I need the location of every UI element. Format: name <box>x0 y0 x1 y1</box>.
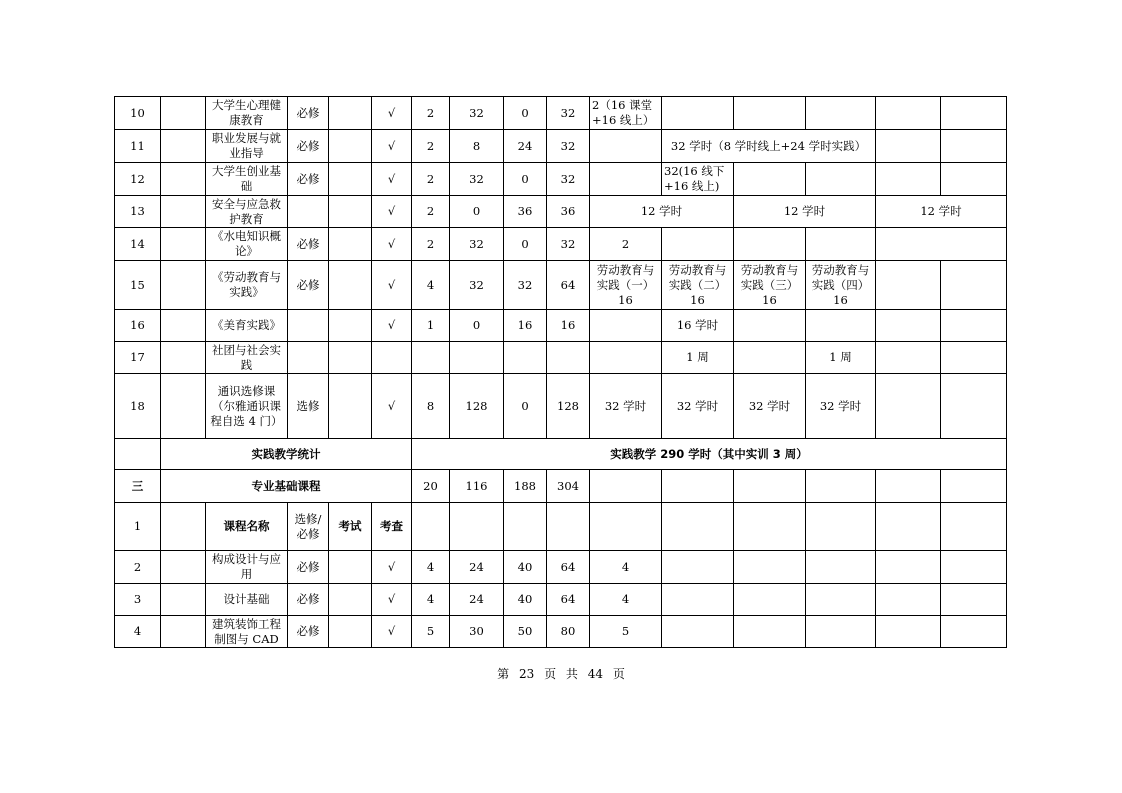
course-name: 《美育实践》 <box>206 310 288 342</box>
total-hours: 32 <box>547 130 590 163</box>
table-row <box>115 130 1007 163</box>
semester-2: 32(16 线下+16 线上) <box>662 163 734 196</box>
practice-hours: 40 <box>504 551 547 584</box>
section-title: 专业基础课程 <box>161 470 412 503</box>
course-name: 大学生创业基础 <box>206 163 288 196</box>
credit: 4 <box>412 261 450 310</box>
course-type <box>288 342 329 374</box>
check-mark: √ <box>372 551 412 584</box>
total-hours: 64 <box>547 551 590 584</box>
theory-hours: 32 <box>450 261 504 310</box>
practice-hours: 0 <box>504 374 547 439</box>
footer-prefix: 第 <box>497 667 510 681</box>
table-row <box>115 342 1007 374</box>
course-no: 4 <box>115 616 161 648</box>
semester-1: 2（16 课堂+16 线上） <box>590 97 662 130</box>
course-name: 建筑装饰工程制图与 CAD <box>206 616 288 648</box>
practice-stats-value: 实践教学 290 学时（其中实训 3 周） <box>412 439 1007 470</box>
theory-hours: 8 <box>450 130 504 163</box>
footer-suffix: 页 <box>612 667 625 681</box>
course-name: 构成设计与应用 <box>206 551 288 584</box>
header-check: 考查 <box>372 503 412 551</box>
theory-hours: 24 <box>450 584 504 616</box>
total-hours: 64 <box>547 261 590 310</box>
table-row <box>115 310 1007 342</box>
exam-mark <box>329 310 372 342</box>
course-type <box>288 196 329 228</box>
theory-hours <box>450 342 504 374</box>
course-no: 11 <box>115 130 161 163</box>
theory-hours: 128 <box>450 374 504 439</box>
course-name: 《劳动教育与实践》 <box>206 261 288 310</box>
practice-hours: 50 <box>504 616 547 648</box>
course-name: 职业发展与就业指导 <box>206 130 288 163</box>
check-mark: √ <box>372 163 412 196</box>
semester-2-4: 32 学时（8 学时线上+24 学时实践） <box>662 130 876 163</box>
total-hours: 64 <box>547 584 590 616</box>
column-header-row <box>115 503 1007 551</box>
practice-hours: 24 <box>504 130 547 163</box>
practice-stats-label: 实践教学统计 <box>161 439 412 470</box>
semester-3: 劳动教育与实践（三）16 <box>734 261 806 310</box>
exam-mark <box>329 97 372 130</box>
exam-mark <box>329 584 372 616</box>
header-exam: 考试 <box>329 503 372 551</box>
theory-hours: 32 <box>450 228 504 261</box>
check-mark <box>372 342 412 374</box>
course-no: 12 <box>115 163 161 196</box>
practice-hours: 0 <box>504 228 547 261</box>
course-no: 14 <box>115 228 161 261</box>
course-name: 安全与应急救护教育 <box>206 196 288 228</box>
semester-1: 5 <box>590 616 662 648</box>
credit: 8 <box>412 374 450 439</box>
header-no: 1 <box>115 503 161 551</box>
semester-1: 32 学时 <box>590 374 662 439</box>
course-type: 必修 <box>288 551 329 584</box>
total-hours: 32 <box>547 163 590 196</box>
credit: 2 <box>412 130 450 163</box>
exam-mark <box>329 551 372 584</box>
semester-4: 劳动教育与实践（四）16 <box>806 261 876 310</box>
check-mark: √ <box>372 584 412 616</box>
semester-1: 劳动教育与实践（一）16 <box>590 261 662 310</box>
practice-hours: 0 <box>504 97 547 130</box>
semester-4: 32 学时 <box>806 374 876 439</box>
check-mark: √ <box>372 228 412 261</box>
credit <box>412 342 450 374</box>
table-row <box>115 616 1007 648</box>
semester-3: 32 学时 <box>734 374 806 439</box>
practice-stats-row <box>115 439 1007 470</box>
check-mark: √ <box>372 130 412 163</box>
course-no: 18 <box>115 374 161 439</box>
table-row <box>115 374 1007 439</box>
section-no: 三 <box>115 470 161 503</box>
course-type: 必修 <box>288 97 329 130</box>
semester-4: 1 周 <box>806 342 876 374</box>
check-mark: √ <box>372 374 412 439</box>
footer-page-word: 页 <box>544 667 557 681</box>
course-no: 15 <box>115 261 161 310</box>
year-1-hours: 12 学时 <box>590 196 734 228</box>
exam-mark <box>329 342 372 374</box>
exam-mark <box>329 374 372 439</box>
practice-hours: 32 <box>504 261 547 310</box>
semester-1: 2 <box>590 228 662 261</box>
section-total: 304 <box>547 470 590 503</box>
course-name: 设计基础 <box>206 584 288 616</box>
credit: 1 <box>412 310 450 342</box>
course-name: 《水电知识概论》 <box>206 228 288 261</box>
table-row <box>115 584 1007 616</box>
semester-2: 1 周 <box>662 342 734 374</box>
semester-1: 4 <box>590 551 662 584</box>
semester-2: 劳动教育与实践（二）16 <box>662 261 734 310</box>
course-type: 选修 <box>288 374 329 439</box>
theory-hours: 0 <box>450 196 504 228</box>
course-type: 必修 <box>288 584 329 616</box>
theory-hours: 32 <box>450 97 504 130</box>
course-no: 10 <box>115 97 161 130</box>
section-theory: 116 <box>450 470 504 503</box>
table-row <box>115 97 1007 130</box>
year-2-hours: 12 学时 <box>734 196 876 228</box>
exam-mark <box>329 261 372 310</box>
semester-1: 4 <box>590 584 662 616</box>
total-hours <box>547 342 590 374</box>
section-practice: 188 <box>504 470 547 503</box>
practice-hours: 16 <box>504 310 547 342</box>
course-name: 大学生心理健康教育 <box>206 97 288 130</box>
semester-2: 32 学时 <box>662 374 734 439</box>
check-mark: √ <box>372 97 412 130</box>
credit: 2 <box>412 228 450 261</box>
year-3-hours: 12 学时 <box>876 196 1007 228</box>
check-mark: √ <box>372 310 412 342</box>
table-row <box>115 163 1007 196</box>
table-row <box>115 196 1007 228</box>
course-name: 社团与社会实践 <box>206 342 288 374</box>
theory-hours: 24 <box>450 551 504 584</box>
course-no: 2 <box>115 551 161 584</box>
credit: 2 <box>412 97 450 130</box>
course-name: 通识选修课（尔雅通识课程自选 4 门） <box>206 374 288 439</box>
exam-mark <box>329 228 372 261</box>
course-type: 必修 <box>288 130 329 163</box>
section-row <box>115 470 1007 503</box>
footer-page-number: 23 <box>518 667 535 681</box>
total-hours: 128 <box>547 374 590 439</box>
course-type: 必修 <box>288 163 329 196</box>
check-mark: √ <box>372 616 412 648</box>
exam-mark <box>329 163 372 196</box>
theory-hours: 30 <box>450 616 504 648</box>
total-hours: 32 <box>547 228 590 261</box>
credit: 4 <box>412 584 450 616</box>
practice-hours <box>504 342 547 374</box>
exam-mark <box>329 196 372 228</box>
theory-hours: 0 <box>450 310 504 342</box>
header-type: 选修/必修 <box>288 503 329 551</box>
practice-hours: 40 <box>504 584 547 616</box>
table-row <box>115 261 1007 310</box>
table-row <box>115 551 1007 584</box>
credit: 4 <box>412 551 450 584</box>
page-footer <box>0 665 1122 682</box>
theory-hours: 32 <box>450 163 504 196</box>
credit: 2 <box>412 196 450 228</box>
course-no: 13 <box>115 196 161 228</box>
course-no: 16 <box>115 310 161 342</box>
total-hours: 80 <box>547 616 590 648</box>
credit: 5 <box>412 616 450 648</box>
check-mark: √ <box>372 196 412 228</box>
practice-hours: 0 <box>504 163 547 196</box>
total-hours: 36 <box>547 196 590 228</box>
section-credit: 20 <box>412 470 450 503</box>
exam-mark <box>329 130 372 163</box>
footer-total-pages: 44 <box>587 667 604 681</box>
table-row <box>115 228 1007 261</box>
check-mark: √ <box>372 261 412 310</box>
course-type <box>288 310 329 342</box>
total-hours: 16 <box>547 310 590 342</box>
course-type: 必修 <box>288 228 329 261</box>
course-type: 必修 <box>288 616 329 648</box>
semester-2: 16 学时 <box>662 310 734 342</box>
course-no: 3 <box>115 584 161 616</box>
course-no: 17 <box>115 342 161 374</box>
curriculum-table <box>114 96 1007 648</box>
credit: 2 <box>412 163 450 196</box>
practice-hours: 36 <box>504 196 547 228</box>
exam-mark <box>329 616 372 648</box>
total-hours: 32 <box>547 97 590 130</box>
course-type: 必修 <box>288 261 329 310</box>
footer-total-word: 共 <box>565 667 578 681</box>
header-course-name: 课程名称 <box>206 503 288 551</box>
